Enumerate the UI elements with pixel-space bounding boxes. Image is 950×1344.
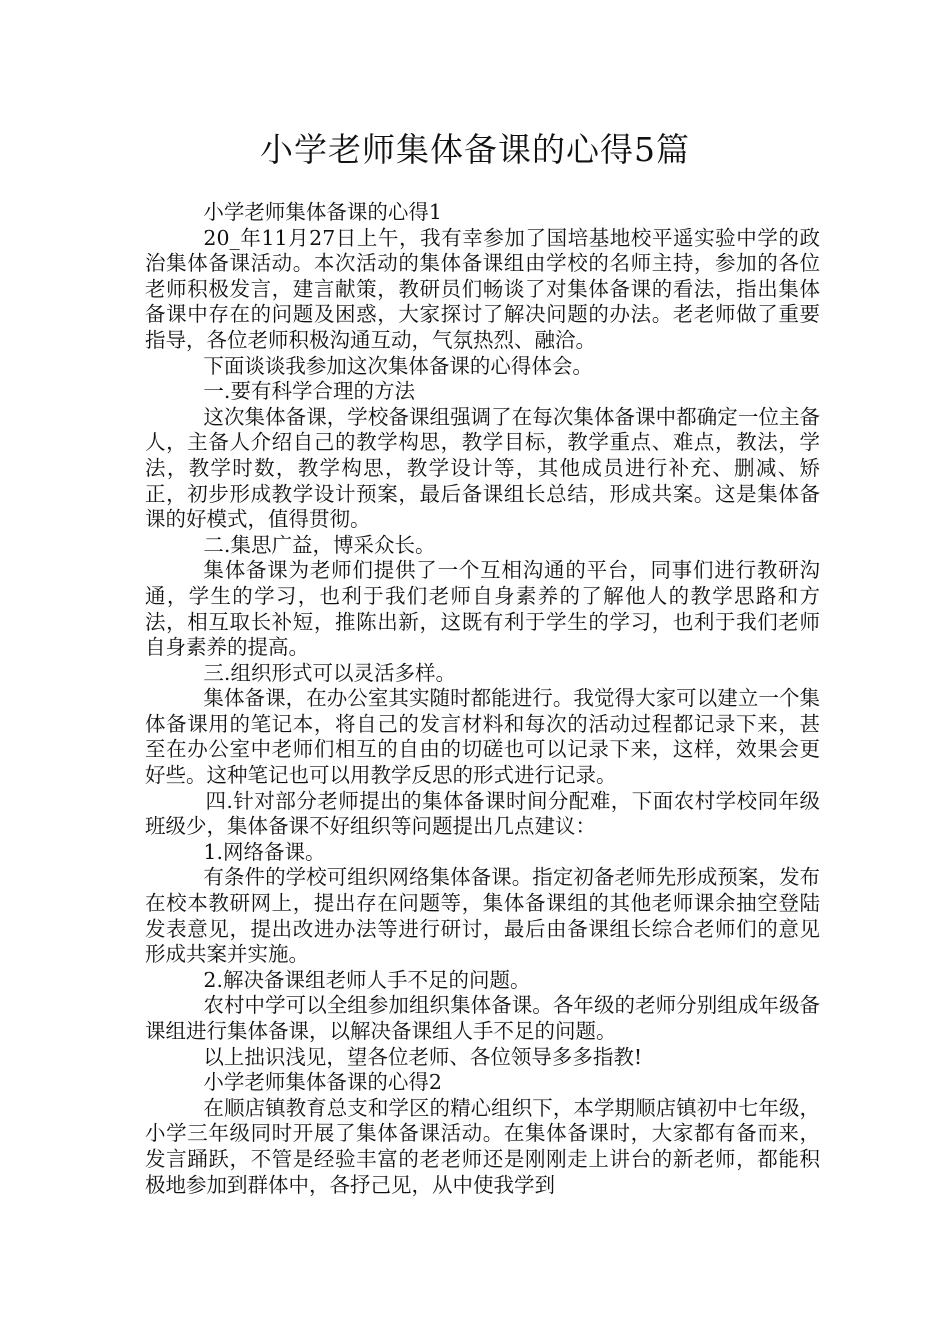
- list-item: 2.解决备课组老师人手不足的问题。: [203, 967, 531, 992]
- paragraph: 集体备课为老师们提供了一个互相沟通的平台，同事们进行教研沟通，学生的学习，也利于我们老师自身素养的了解他人的教学思路和方法，相互取长补短，推陈出新，这既有利于学生的学习，也利于我们老师自身素养的提高。: [145, 558, 820, 660]
- document-title: 小学老师集体备课的心得5篇: [260, 130, 690, 169]
- list-item: 1.网络备课。: [203, 839, 326, 864]
- paragraph: 有条件的学校可组织网络集体备课。指定初备老师先形成预案，发布在校本教研网上，提出存在问题等，集体备课组的其他老师课余抽空登陆发表意见，提出改进办法等进行研讨，最后由备课组长综合老师们的意见形成共案并实施。: [145, 865, 820, 967]
- paragraph: 下面谈谈我参加这次集体备课的心得体会。: [203, 353, 593, 378]
- document-body: [145, 200, 820, 1198]
- subheading: 一.要有科学合理的方法: [203, 379, 415, 404]
- paragraph: 农村中学可以全组参加组织集体备课。各年级的老师分别组成年级备课组进行集体备课，以解决备课组人手不足的问题。: [145, 993, 820, 1043]
- subheading: 四.针对部分老师提出的集体备课时间分配难，下面农村学校同年级班级少，集体备课不好组织等问题提出几点建议：: [145, 788, 820, 839]
- paragraph: 集体备课，在办公室其实随时都能进行。我觉得大家可以建立一个集体备课用的笔记本，将自己的发言材料和每次的活动过程都记录下来，甚至在办公室中老师们相互的自由的切磋也可以记录下来，这样，效果会更好些。这种笔记也可以用教学反思的形式进行记录。: [145, 686, 820, 788]
- subheading: 二.集思广益，博采众长。: [203, 532, 436, 557]
- section-heading-2: 小学老师集体备课的心得2: [203, 1070, 442, 1095]
- paragraph: 20_年11月27日上午，我有幸参加了国培基地校平遥实验中学的政治集体备课活动。本次活动的集体备课组由学校的名师主持，参加的各位老师积极发言，建言献策，教研员们畅谈了对集体备课的看法，指出集体备课中存在的问题及困惑，大家探讨了解决问题的办法。老老师做了重要指导，各位老师积极沟通互动，气氛热烈、融洽。: [145, 225, 820, 352]
- subheading: 三.组织形式可以灵活多样。: [203, 660, 456, 685]
- paragraph: 在顺店镇教育总支和学区的精心组织下，本学期顺店镇初中七年级，小学三年级同时开展了集体备课活动。在集体备课时，大家都有备而来，发言踊跃，不管是经验丰富的老老师还是刚刚走上讲台的新老师，都能积极地参加到群体中，各抒己见，从中使我学到: [145, 1095, 820, 1197]
- paragraph: 这次集体备课，学校备课组强调了在每次集体备课中都确定一位主备人，主备人介绍自己的教学构思，教学目标，教学重点、难点，教法，学法，教学时数，教学构思，教学设计等，其他成员进行补充、删减、矫正，初步形成教学设计预案，最后备课组长总结，形成共案。这是集体备课的好模式，值得贯彻。: [145, 404, 820, 532]
- section-heading-1: 小学老师集体备课的心得1: [203, 200, 442, 224]
- paragraph: 以上拙识浅见，望各位老师、各位领导多多指教!: [203, 1044, 643, 1069]
